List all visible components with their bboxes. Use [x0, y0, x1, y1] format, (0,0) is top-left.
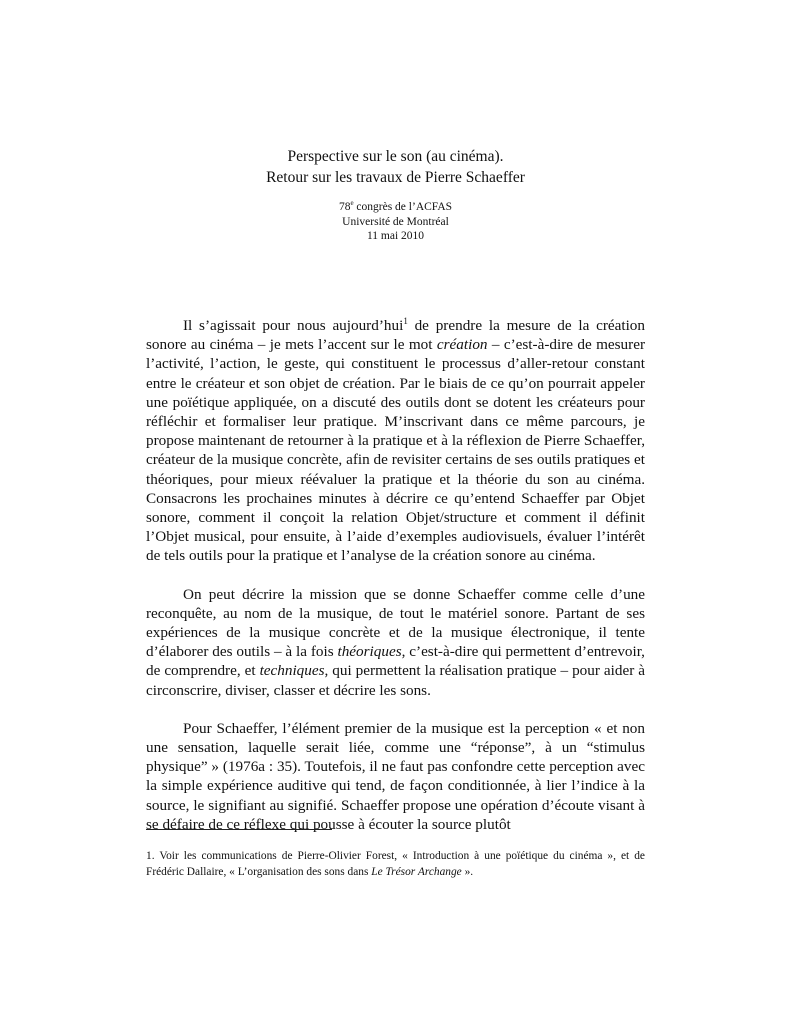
footnote-text-b: ». [461, 866, 474, 878]
paragraph-1 [146, 316, 645, 566]
congress-text: congrès de l’ACFAS [353, 201, 453, 213]
date-line: 11 mai 2010 [366, 230, 425, 242]
p1-text-a: Il s’agissait pour nous aujourd’hui [183, 317, 404, 334]
paragraph-2 [146, 585, 645, 700]
footnote-separator [146, 829, 332, 830]
congress-number: 78 [338, 201, 351, 213]
title-line-1: Perspective sur le son (au cinéma). [287, 148, 504, 165]
p1-text-b: de prendre la mesure de la création sonore au cinéma – je mets l’accent sur le mot [146, 317, 645, 354]
p3-text: Pour Schaeffer, l’élément premier de la musique est la perception « et non une sensation, laquelle serait liée, comme une “réponse”, à un “stimulus physique” » (1976a : 35). Toutefois, il ne faut pas confondre cette perception avec la simple expérience auditive qui tend, de façon conditionnée, à lier l’indice à la source, le signifiant au signifié. Schaeffer propose une opération d’écoute visant à se défaire de ce réflexe qui pousse à écouter la source plutôt [146, 719, 645, 833]
footnote-emphasis: Le Trésor Archange [371, 866, 462, 878]
p2-emphasis-2: techniques [259, 662, 325, 680]
p2-emphasis-1: théoriques [337, 643, 402, 661]
p1-emphasis: création [436, 336, 488, 354]
p2-text-c: , qui permettent la réalisation pratique – pour aider à circonscrire, diviser, classer et décrire les sons. [146, 662, 645, 699]
paragraph-3 [146, 719, 645, 834]
conference-info [0, 200, 791, 244]
footnote-1 [146, 848, 645, 880]
body-text [146, 316, 645, 853]
university-line: Université de Montréal [342, 215, 449, 228]
footnote-text-a: 1. Voir les communications de Pierre-Olivier Forest, « Introduction à une poïétique du cinéma », et de Frédéric Dallaire, « L’organisation des sons dans [146, 850, 645, 878]
footnote-ref-1: 1 [403, 315, 408, 326]
p1-text-c: – c’est-à-dire de mesurer l’activité, l’action, le geste, qui constituent le processus d’aller-retour constant entre le créateur et son objet de création. Par le biais de ce qu’on pourrait appeler une poïétique appliquée, on a discuté des outils dont se dotent les créateurs pour réfléchir et formaliser leur pratique. M’inscrivant dans ce même parcours, je propose maintenant de retourner à la pratique et à la réflexion de Pierre Schaeffer, créateur de la musique concrète, afin de revisiter certains de ses outils pratiques et théoriques, pour mieux réévaluer la pratique et la théorie du son au cinéma. Consacrons les prochaines minutes à décrire ce qu’entend Schaeffer par Objet sonore, comment il conçoit la relation Objet/structure et comment il définit l’Objet musical, pour ensuite, à l’aide d’exemples audiovisuels, évaluer l’intérêt de tels outils pour la pratique et l’analyse de la création sonore au cinéma. [146, 336, 646, 565]
congress-superscript: e [350, 199, 354, 208]
p2-text-a: On peut décrire la mission que se donne Schaeffer comme celle d’une reconquête, au nom de la musique, de tout le matériel sonore. Partant de ses expériences de la musique concrète et de la musique électronique, il tente d’élaborer des outils – à la fois [146, 585, 645, 661]
p2-text-b: , c’est-à-dire qui permettent d’entrevoir, de comprendre, et [146, 643, 645, 680]
congress-line [0, 200, 791, 215]
title-line-2: Retour sur les travaux de Pierre Schaeffer [266, 169, 525, 186]
title-block [0, 146, 791, 188]
